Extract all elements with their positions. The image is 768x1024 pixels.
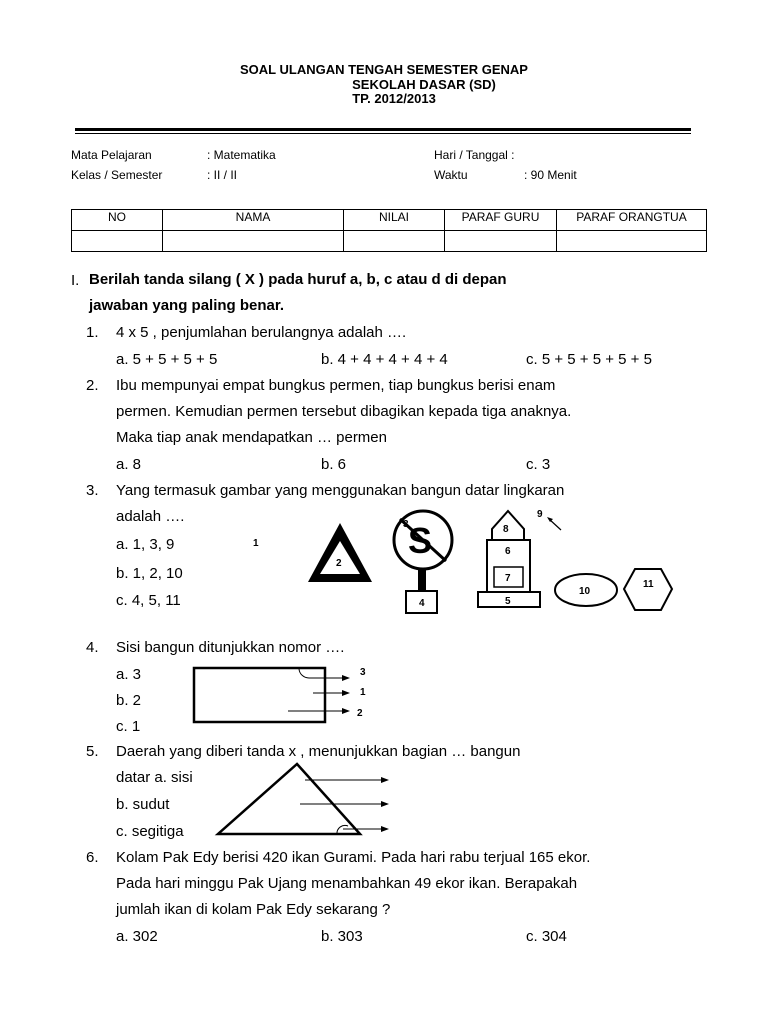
table-header-row <box>72 210 707 231</box>
class-label: Kelas / Semester <box>71 168 163 182</box>
question-3-line-2: adalah …. <box>116 508 185 525</box>
question-2-text <box>116 373 695 451</box>
table-header-no: NO <box>72 210 163 231</box>
question-5-number: 5. <box>86 743 99 760</box>
figure-label-8: 8 <box>503 524 509 535</box>
question-5-text-line-1: Daerah yang diberi tanda x , menunjukkan bagian … bangun <box>116 743 521 760</box>
time-label: Waktu <box>434 168 468 182</box>
question-5-option-c[interactable]: c. segitiga <box>116 823 184 840</box>
section-instruction-line2: jawaban yang paling benar. <box>89 297 285 314</box>
figure-label-1: 1 <box>253 538 259 549</box>
table-header-teacher-sign: PARAF GURU <box>445 210 557 231</box>
header-title-line1: SOAL ULANGAN TENGAH SEMESTER GENAP <box>240 62 528 77</box>
question-1-option-b[interactable]: b. 4 + 4 + 4 + 4 + 4 <box>321 351 448 368</box>
table-cell-teacher-sign[interactable] <box>445 231 557 252</box>
table-cell-name[interactable] <box>163 231 344 252</box>
figure-label-2: 2 <box>336 558 342 569</box>
rectangle-shape <box>194 668 325 722</box>
table-cell-no[interactable] <box>72 231 163 252</box>
question-2-line-2: permen. Kemudian permen tersebut dibagikan kepada tiga anaknya. <box>116 403 572 420</box>
subject-value: : Matematika <box>207 148 276 162</box>
question-2-number: 2. <box>86 377 99 394</box>
student-id-table <box>71 209 707 252</box>
header-title-line2: SEKOLAH DASAR (SD) <box>352 77 496 92</box>
question-4-number: 4. <box>86 639 99 656</box>
question-6-line-1: Kolam Pak Edy berisi 420 ikan Gurami. Pada hari rabu terjual 165 ekor. <box>116 849 591 866</box>
section-number: I. <box>71 272 80 289</box>
question-1-option-c[interactable]: c. 5 + 5 + 5 + 5 + 5 <box>526 351 652 368</box>
question-1-number: 1. <box>86 324 99 341</box>
question-3-option-b[interactable]: b. 1, 2, 10 <box>116 565 183 582</box>
figure-label-7: 7 <box>505 573 511 584</box>
sign-pole <box>418 568 426 593</box>
class-value: : II / II <box>207 168 238 182</box>
figure-label-1: 1 <box>360 687 366 698</box>
arrow-bottom-head <box>381 826 389 832</box>
question-6-text <box>116 845 695 923</box>
question-2-option-b[interactable]: b. 6 <box>321 456 347 473</box>
header-title-line3: TP. 2012/2013 <box>352 91 436 106</box>
figure-label-6: 6 <box>505 546 511 557</box>
table-header-score: NILAI <box>344 210 445 231</box>
figure-label-5: 5 <box>505 596 511 607</box>
question-3-option-c[interactable]: c. 4, 5, 11 <box>116 592 181 609</box>
table-header-parent-sign: PARAF ORANGTUA <box>557 210 707 231</box>
question-6-number: 6. <box>86 849 99 866</box>
question-1-option-a[interactable]: a. 5 + 5 + 5 + 5 <box>116 351 218 368</box>
header-divider-thin <box>75 133 691 134</box>
question-2-option-a[interactable]: a. 8 <box>116 456 142 473</box>
question-4-option-a[interactable]: a. 3 <box>116 666 142 683</box>
arrow-1-head <box>342 690 350 696</box>
day-date-label: Hari / Tanggal : <box>434 148 515 162</box>
time-value: : 90 Menit <box>524 168 577 182</box>
figure-label-4: 4 <box>419 598 425 609</box>
figure-label-10: 10 <box>579 586 591 597</box>
question-3-option-a[interactable]: a. 1, 3, 9 <box>116 536 175 553</box>
subject-label: Mata Pelajaran <box>71 148 152 162</box>
table-cell-parent-sign[interactable] <box>557 231 707 252</box>
question-2-option-c[interactable]: c. 3 <box>526 456 551 473</box>
arrow-3-head <box>342 675 350 681</box>
question-4-text: Sisi bangun ditunjukkan nomor …. <box>116 639 345 656</box>
figure-label-11: 11 <box>643 579 654 590</box>
question-6-line-3: jumlah ikan di kolam Pak Edy sekarang ? <box>116 901 391 918</box>
no-s-sign-letter: S <box>408 520 433 561</box>
question-6-line-2: Pada hari minggu Pak Ujang menambahkan 49 ekor ikan. Berapakah <box>116 875 578 892</box>
section-instruction-line1: Berilah tanda silang ( X ) pada huruf a, b, c atau d di depan <box>89 271 507 288</box>
arrow-top-head <box>381 777 389 783</box>
figure-label-2: 2 <box>357 708 363 719</box>
figure-label-3: 3 <box>360 667 366 678</box>
question-3-line-1: Yang termasuk gambar yang menggunakan bangun datar lingkaran <box>116 482 565 499</box>
question-4-option-c[interactable]: c. 1 <box>116 718 141 735</box>
question-4-figure <box>185 660 385 735</box>
question-6-option-c[interactable]: c. 304 <box>526 928 567 945</box>
table-cell-score[interactable] <box>344 231 445 252</box>
triangle-shape <box>218 764 360 834</box>
arrow-2-head <box>342 708 350 714</box>
arrow-middle-head <box>381 801 389 807</box>
table-header-name: NAMA <box>163 210 344 231</box>
figure-label-3: 3 <box>403 519 409 530</box>
question-6-option-a[interactable]: a. 302 <box>116 928 158 945</box>
question-2-line-1: Ibu mempunyai empat bungkus permen, tiap bungkus berisi enam <box>116 377 556 394</box>
question-3-number: 3. <box>86 482 99 499</box>
question-5-figure <box>210 758 400 840</box>
table-row <box>72 231 707 252</box>
question-1-text: 4 x 5 , penjumlahan berulangnya adalah …. <box>116 324 407 341</box>
question-5-text-line-2[interactable]: datar a. sisi <box>116 769 193 786</box>
figure-label-9: 9 <box>537 509 543 520</box>
question-3-figure <box>240 505 690 617</box>
question-2-line-3: Maka tiap anak mendapatkan … permen <box>116 429 387 446</box>
question-5-option-b[interactable]: b. sudut <box>116 796 170 813</box>
question-6-option-b[interactable]: b. 303 <box>321 928 363 945</box>
question-4-option-b[interactable]: b. 2 <box>116 692 142 709</box>
header-divider <box>75 128 691 131</box>
